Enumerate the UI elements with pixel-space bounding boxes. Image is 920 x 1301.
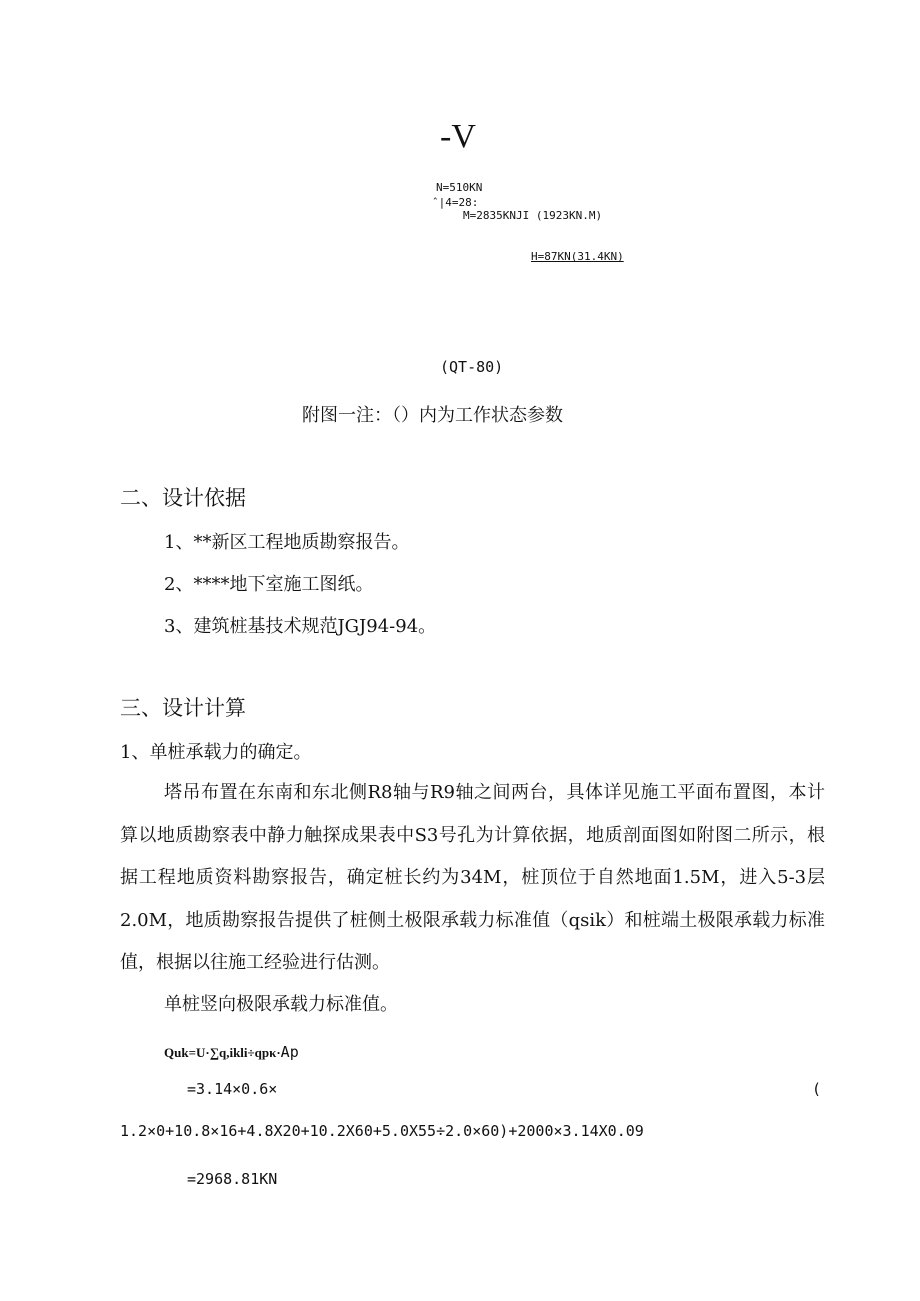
section3-sub1: 1、单桩承载力的确定。 [120,742,312,763]
figure-model: (QT-80) [440,358,504,376]
section3-heading: 三、设计计算 [120,696,246,720]
calc-line-2: 1.2×0+10.8×16+4.8X20+10.2X60+5.0X55÷2.0×60)+2000×3.14X0.09 [120,1122,644,1140]
calc-paren: ( [812,1080,822,1098]
formula-ap: Ap [280,1043,299,1061]
figure-n-label: N=510KN [436,181,483,194]
section2-item-1: 1、**新区工程地质勘察报告。 [164,532,410,553]
figure-m-label: M=2835KNJI (1923KN.M) [463,209,603,222]
section3-paragraph: 塔吊布置在东南和东北侧R8轴与R9轴之间两台，具体详见施工平面布置图，本计算以地质勘察表中静力触探成果表中S3号孔为计算依据，地质剖面图如附图二所示，根据工程地质资料勘察报告，确定桩长约为34M，桩顶位于自然地面1.5M，进入5-3层2.0M，地质勘察报告提供了桩侧土极限承载力标准值（qsik）和桩端土极限承载力标准值，根据以往施工经验进行估测。 [120,782,825,973]
section2-item-3: 3、建筑桩基技术规范JGJ94-94。 [164,616,437,637]
calc-line-1: =3.14×0.6× [187,1080,278,1098]
calc-result: =2968.81KN [187,1170,278,1188]
figure-h-label: H=87KN(31.4KN) [531,250,624,263]
formula-main: Quk=U·∑q,ikli÷qpκ· [164,1045,281,1060]
section2-heading: 二、设计依据 [120,486,246,510]
figure-caption: 附图一注：（）内为工作状态参数 [302,405,563,426]
figure-mark-label: ˆ|4=28: [432,196,479,209]
formula-line [164,1042,299,1061]
section3-sub-heading: 单桩竖向极限承载力标准值。 [164,994,398,1015]
figure-title: -V [440,118,476,155]
section2-item-2: 2、****地下室施工图纸。 [164,574,374,595]
